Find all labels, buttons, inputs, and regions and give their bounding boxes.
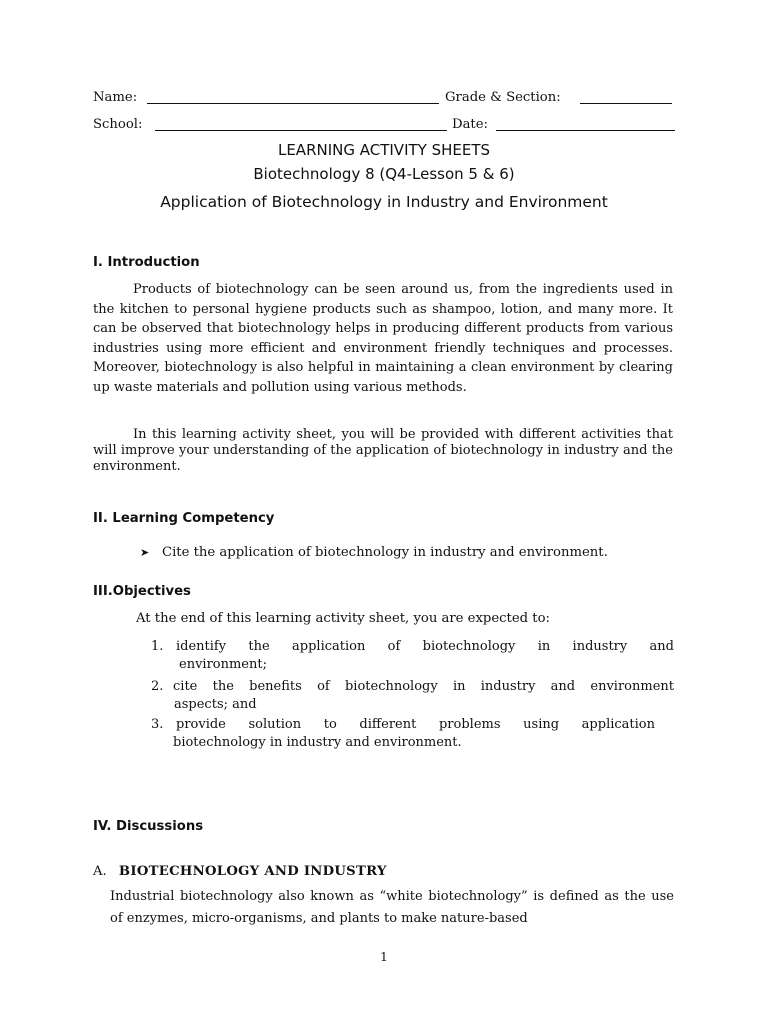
introduction-heading: I. Introduction bbox=[93, 255, 200, 270]
objective-item-3 bbox=[151, 715, 674, 753]
grade-section-label: Grade & Section: bbox=[445, 90, 561, 105]
objective-line-2: environment; bbox=[179, 657, 267, 672]
section-a-heading bbox=[93, 862, 387, 882]
page-number: 1 bbox=[380, 950, 388, 964]
date-blank-line[interactable] bbox=[496, 130, 675, 131]
objective-number: 2. bbox=[151, 679, 164, 694]
competency-item-text: Cite the application of biotechnology in industry and environment. bbox=[162, 545, 608, 560]
sheet-title: LEARNING ACTIVITY SHEETS bbox=[277, 141, 491, 159]
objective-line-1: cite the benefits of biotechnology in industry and environment bbox=[173, 679, 674, 694]
objective-number: 1. bbox=[151, 639, 164, 654]
introduction-paragraph-1: Products of biotechnology can be seen around us, from the ingredients used in the kitchen to personal hygiene products such as shampoo, lotion, and many more. It can be observed that biotechnology helps in producing different products from various industries using more efficient and environment friendly techniques and processes. Moreover, biotechnology is also helpful in maintaining a clean environment by clearing up waste materials and pollution using various methods. bbox=[93, 282, 673, 395]
grade-section-blank-line[interactable] bbox=[580, 103, 672, 104]
objective-line-2: aspects; and bbox=[174, 697, 257, 712]
school-label: School: bbox=[93, 117, 143, 132]
school-date-row bbox=[93, 115, 678, 135]
objectives-heading: III.Objectives bbox=[93, 584, 191, 599]
name-grade-row bbox=[93, 88, 678, 108]
objective-line-1: identify the application of biotechnology in industry and bbox=[176, 639, 674, 654]
name-label: Name: bbox=[93, 90, 138, 105]
section-a-title: BIOTECHNOLOGY AND INDUSTRY bbox=[118, 864, 387, 879]
objective-item-2 bbox=[151, 677, 674, 715]
section-a-letter: A. bbox=[93, 864, 107, 879]
objective-line-1: provide solution to different problems using application bbox=[176, 717, 655, 732]
competency-item bbox=[140, 543, 608, 563]
discussion-paragraph-1: Industrial biotechnology also known as “white biotechnology” is defined as the use of enzymes, micro-organisms, and plants to make nature-based bbox=[110, 889, 674, 926]
objective-line-2: biotechnology in industry and environment. bbox=[173, 735, 462, 750]
objective-number: 3. bbox=[151, 717, 164, 732]
discussions-heading: IV. Discussions bbox=[93, 819, 204, 834]
name-blank-line[interactable] bbox=[147, 103, 439, 104]
date-label: Date: bbox=[452, 117, 488, 132]
objectives-intro: At the end of this learning activity sheet, you are expected to: bbox=[136, 611, 550, 626]
sheet-topic: Application of Biotechnology in Industry and Environment bbox=[160, 193, 608, 211]
sheet-subtitle: Biotechnology 8 (Q4-Lesson 5 & 6) bbox=[253, 165, 515, 183]
objective-item-1 bbox=[151, 637, 674, 675]
competency-heading: II. Learning Competency bbox=[93, 511, 275, 526]
introduction-paragraph-2: In this learning activity sheet, you will be provided with different activities that will improve your understanding of the application of biotechnology in industry and the environment. bbox=[93, 427, 673, 475]
school-blank-line[interactable] bbox=[155, 130, 447, 131]
arrow-bullet-icon: ➤ bbox=[140, 546, 150, 559]
